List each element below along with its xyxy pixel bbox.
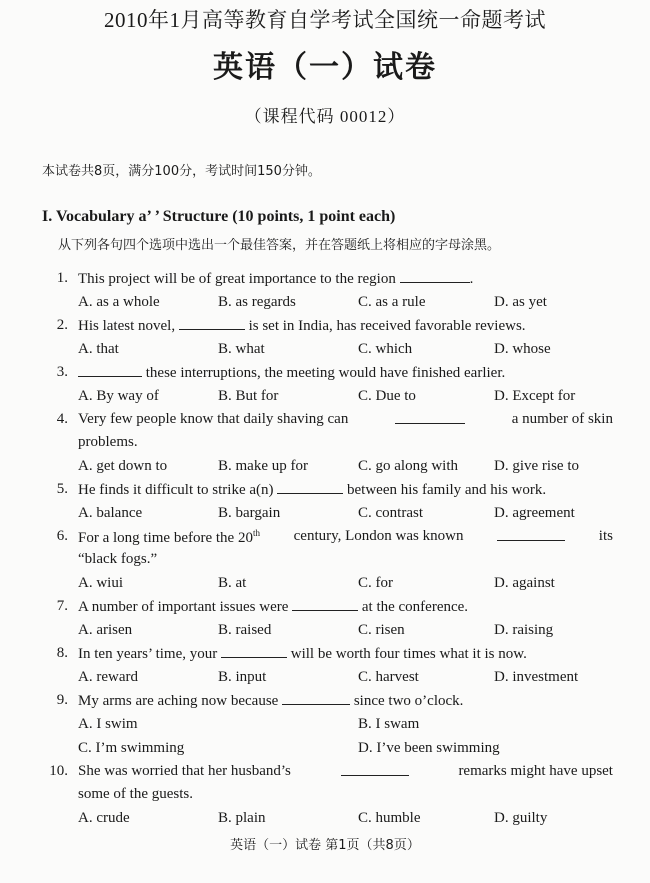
option-c: C. for	[358, 575, 393, 591]
question-text: This project will be of great importance to the region .	[78, 271, 474, 287]
section-instruction: 从下列各句四个选项中选出一个最佳答案，并在答题纸上将相应的字母涂黑。	[58, 238, 501, 253]
option-a: A. I swim	[78, 716, 138, 732]
question-number: 3.	[56, 364, 68, 380]
option-b: B. plain	[218, 810, 266, 826]
option-b: B. raised	[218, 622, 272, 638]
option-d: D. agreement	[494, 505, 575, 521]
answer-blank	[341, 763, 409, 776]
option-a: A. as a whole	[78, 294, 160, 310]
exam-main-title: 英语（一）试卷	[213, 50, 437, 85]
question-text: She was worried that her husband’s remarks might have upset	[78, 763, 613, 779]
question-text: A number of important issues were at the conference.	[78, 599, 469, 615]
question-text-continued: “black fogs.”	[78, 551, 158, 567]
question-number: 9.	[56, 692, 68, 708]
exam-intro: 本试卷共8页，满分100分，考试时间150分钟。	[42, 164, 321, 179]
question-text: these interruptions, the meeting would have finished earlier.	[78, 364, 505, 382]
answer-blank	[277, 481, 343, 494]
option-a: A. that	[78, 341, 119, 357]
question-number: 7.	[56, 598, 68, 614]
option-c: C. as a rule	[358, 294, 426, 310]
option-a: A. wiui	[78, 575, 123, 591]
question-text: Very few people know that daily shaving can a number of skin	[78, 411, 613, 427]
question-text-continued: problems.	[78, 434, 138, 450]
option-c: C. humble	[358, 810, 421, 826]
question-text: My arms are aching now because since two o’clock.	[78, 693, 464, 709]
question-number: 2.	[56, 317, 68, 333]
option-d: D. guilty	[494, 810, 548, 826]
option-d: D. I’ve been swimming	[358, 740, 500, 756]
option-d: D. raising	[494, 622, 554, 638]
option-a: A. arisen	[78, 622, 133, 638]
answer-blank	[179, 317, 245, 330]
option-d: D. whose	[494, 341, 551, 357]
option-c: C. I’m swimming	[78, 740, 185, 756]
option-b: B. But for	[218, 388, 279, 404]
answer-blank	[292, 598, 358, 611]
option-d: D. Except for	[494, 388, 576, 404]
option-a: A. crude	[78, 810, 130, 826]
option-a: A. get down to	[78, 458, 168, 474]
question-number: 5.	[56, 481, 68, 497]
option-d: D. against	[494, 575, 555, 591]
option-d: D. investment	[494, 669, 579, 685]
question-number: 8.	[56, 645, 68, 661]
option-b: B. as regards	[218, 294, 296, 310]
page-footer: 英语（一）试卷 第1页（共8页）	[230, 838, 420, 853]
option-b: B. I swam	[358, 716, 420, 732]
question-number: 10.	[49, 763, 68, 779]
option-c: C. contrast	[358, 505, 423, 521]
option-b: B. what	[218, 341, 265, 357]
answer-blank	[395, 411, 465, 424]
option-b: B. at	[218, 575, 247, 591]
option-a: A. reward	[78, 669, 138, 685]
exam-top-title: 2010年1月高等教育自学考试全国统一命题考试	[104, 8, 546, 32]
option-b: B. bargain	[218, 505, 281, 521]
option-c: C. risen	[358, 622, 405, 638]
section-heading: I. Vocabulary a’ ’ Structure (10 points, 1 point each)	[42, 208, 396, 225]
answer-blank	[497, 528, 565, 541]
question-text: For a long time before the 20th century, London was known its	[78, 528, 613, 546]
question-text: He finds it difficult to strike a(n) between his family and his work.	[78, 482, 547, 498]
question-text: His latest novel, is set in India, has received favorable reviews.	[78, 318, 526, 334]
question-number: 6.	[56, 528, 68, 544]
option-b: B. input	[218, 669, 267, 685]
question-number: 4.	[56, 411, 68, 427]
answer-blank	[78, 364, 142, 377]
option-c: C. which	[358, 341, 413, 357]
answer-blank	[221, 645, 287, 658]
option-b: B. make up for	[218, 458, 308, 474]
option-c: C. Due to	[358, 388, 416, 404]
option-c: C. harvest	[358, 669, 419, 685]
question-text: In ten years’ time, your will be worth four times what it is now.	[78, 646, 527, 662]
option-a: A. balance	[78, 505, 143, 521]
course-code: （课程代码 00012）	[244, 107, 406, 126]
question-number: 1.	[56, 270, 68, 286]
option-a: A. By way of	[78, 388, 159, 404]
option-c: C. go along with	[358, 458, 458, 474]
option-d: D. give rise to	[494, 458, 579, 474]
answer-blank	[400, 270, 470, 283]
answer-blank	[282, 692, 350, 705]
question-text-continued: some of the guests.	[78, 786, 193, 802]
option-d: D. as yet	[494, 294, 547, 310]
